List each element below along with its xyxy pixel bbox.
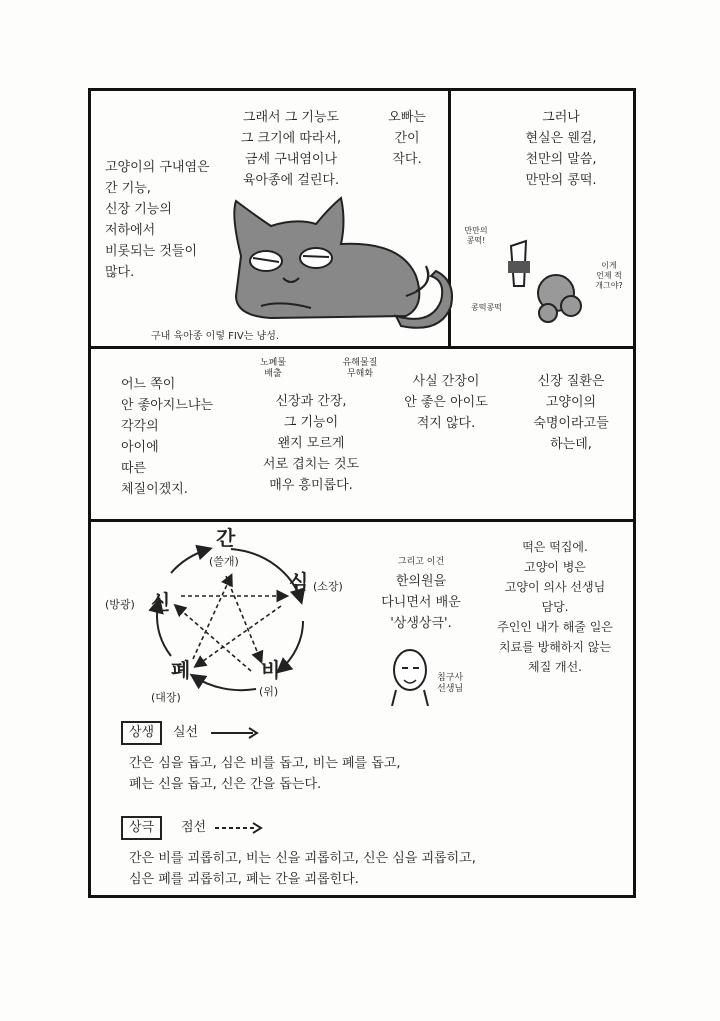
solid-line-label: 실선 <box>173 725 199 740</box>
sim-sub: (소장) <box>313 580 343 593</box>
solid-arrow-icon <box>209 727 259 739</box>
sangsaeng-text: 간은 심을 돕고, 심은 비를 돕고, 비는 폐를 돕고, 폐는 신을 돕고, 신은 간을 돕는다. <box>129 756 401 792</box>
panel4-right-text: 떡은 떡집에. 고양이 병은 고양이 의사 선생님 담당. 주인인 내가 해줄 일은 치료를 방해하지 않는 체질 개선. <box>497 540 613 674</box>
panel3-mid-text: 사실 간장이 안 좋은 아이도 적지 않다. <box>404 374 488 431</box>
panel-divider <box>91 346 633 349</box>
note-detoxification: 유해물질 무해화 <box>342 358 378 379</box>
sanggeuk-text: 간은 비를 괴롭히고, 비는 신을 괴롭히고, 신은 심을 괴롭히고, 심은 폐를 괴롭히고, 폐는 간을 괴롭힌다. <box>129 851 476 887</box>
dotted-arrow-icon <box>213 822 263 834</box>
panel3-center-text: 신장과 간장, 그 기능이 왠지 모르게 서로 겹치는 것도 매우 흥미롭다. <box>262 394 360 493</box>
panel1-top-text: 그래서 그 기능도 그 크기에 따라서, 금세 구내염이나 육아종에 걸린다. <box>240 110 342 188</box>
panel3-left-text: 어느 쪽이 안 좋아지느냐는 각각의 아이에 따른 체질이겠지. <box>121 377 214 497</box>
cat-tail <box>391 266 461 336</box>
sound-effect: 콩떡콩떡 <box>471 303 502 312</box>
dotted-line-label: 점선 <box>181 820 207 835</box>
sin-label: 신 <box>151 590 171 614</box>
sin-sub: (방광) <box>105 598 135 611</box>
sangsaeng-label: 상생 <box>121 721 162 745</box>
panel4-center-text: 한의원을 다니면서 배운 '상생상극'. <box>381 574 461 631</box>
bi-label: 비 <box>261 658 281 682</box>
gan-sub: (쓸개) <box>209 555 239 568</box>
panel-divider <box>91 519 633 522</box>
bi-sub: (위) <box>259 685 279 698</box>
panel1-left-text: 고양이의 구내염은 간 기능, 신장 기능의 저하에서 비롯되는 것들이 많다. <box>105 160 210 280</box>
panel1-right-text: 오빠는 간이 작다. <box>388 110 426 167</box>
panel3-right-text: 신장 질환은 고양이의 숙명이라고들 하는데, <box>533 374 609 452</box>
sim-label: 심 <box>289 570 309 594</box>
doctor-label: 침구사 선생님 <box>437 673 464 694</box>
sanggeuk-label: 상극 <box>121 816 162 840</box>
speech-bubble-1: 만만의 콩떡! <box>464 226 488 245</box>
pye-sub: (대장) <box>151 691 181 704</box>
comic-page <box>88 88 636 898</box>
rice-cake-characters <box>496 231 586 326</box>
gan-label: 간 <box>216 526 236 550</box>
note-waste-excretion: 노폐물 배출 <box>259 358 287 379</box>
panel1-caption: 구내 육아종 이렇 FIV는 냥성. <box>151 331 280 342</box>
pye-label: 폐 <box>171 658 191 682</box>
panel2-text: 그러나 현실은 웬걸, 천만의 말씀, 만만의 콩떡. <box>525 110 597 188</box>
doctor-illustration <box>386 646 436 706</box>
speech-bubble-2: 이게 언제 적 개그야? <box>595 261 623 290</box>
panel4-center-small: 그리고 이건 <box>397 557 445 567</box>
